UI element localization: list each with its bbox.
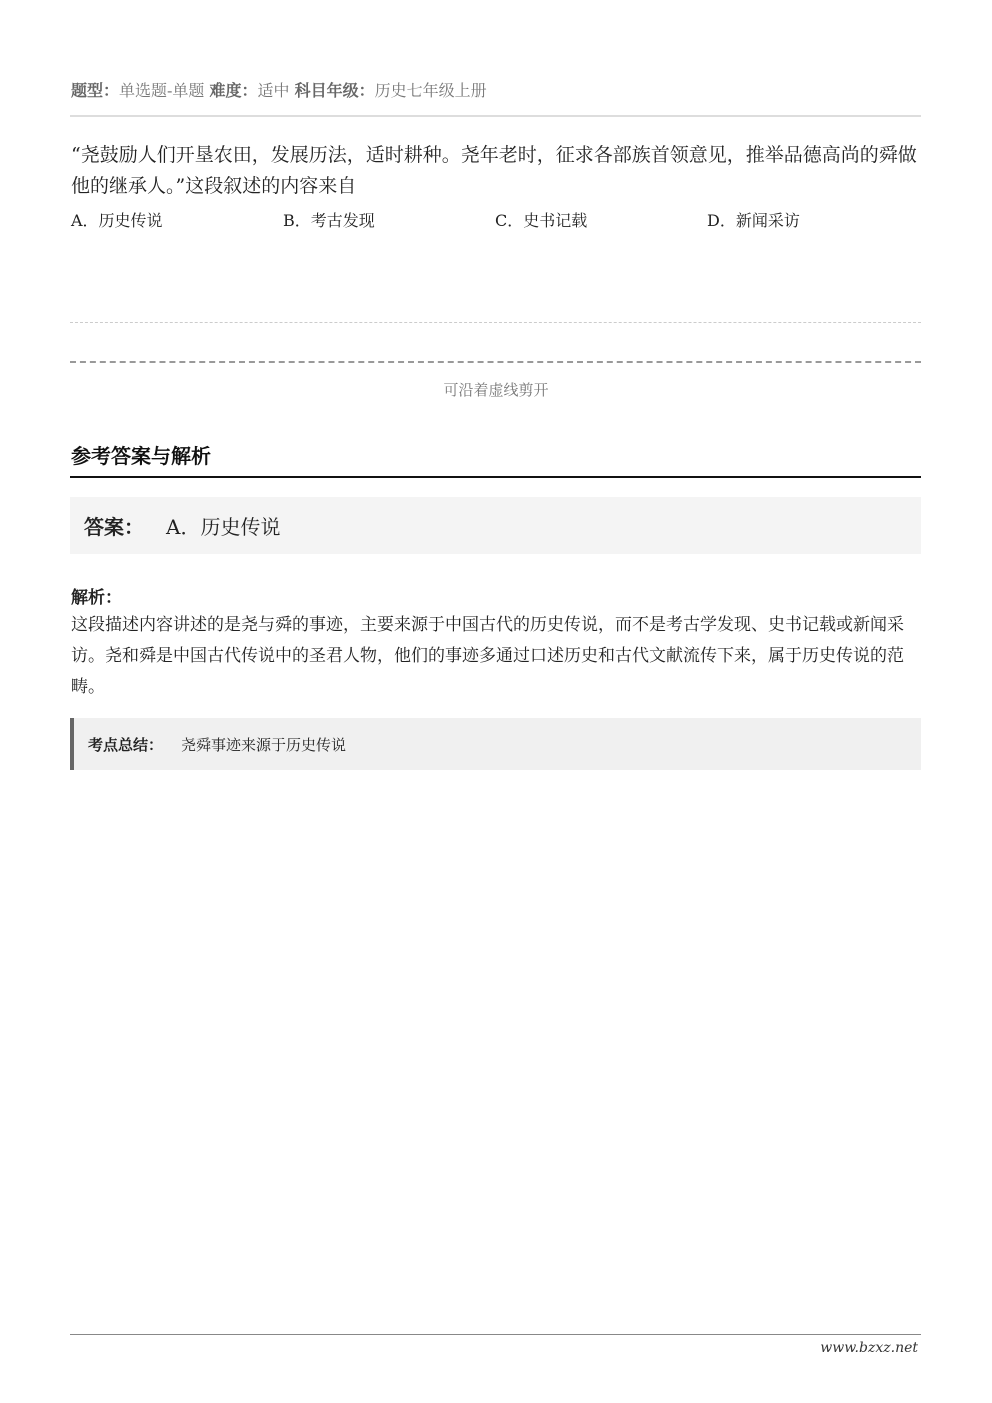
answer-value: A．历史传说: [166, 515, 281, 539]
analysis-text: 这段描述内容讲述的是尧与舜的事迹，主要来源于中国古代的历史传说，而不是考古学发现、史书记载或新闻采访。尧和舜是中国古代传说中的圣君人物，他们的事迹多通过口述历史和古代文献流传下来，属于历史传说的范畴。: [71, 615, 904, 697]
options: [71, 208, 921, 231]
option-a[interactable]: A．历史传说: [71, 211, 163, 230]
cut-hint: 可沿着虚线剪开: [443, 381, 549, 399]
answer-label: 答案：: [84, 515, 144, 539]
difficulty-value: 适中: [257, 81, 290, 100]
answer-line: [70, 322, 921, 323]
difficulty-label: 难度：: [209, 81, 258, 100]
option-d[interactable]: D．新闻采访: [707, 211, 800, 230]
analysis-label: 解析：: [71, 588, 122, 608]
cut-line: [70, 361, 921, 363]
footer-divider: [70, 1334, 921, 1335]
footer-site: www.bzxz.net: [820, 1340, 918, 1356]
question-stem: “尧鼓励人们开垦农田，发展历法，适时耕种。尧年老时，征求各部族首领意见，推举品德高尚的舜做他的继承人。”这段叙述的内容来自: [71, 144, 917, 197]
key-point-box: [70, 718, 921, 770]
subject-value: 历史七年级上册: [374, 81, 487, 100]
divider: [70, 115, 921, 117]
key-point-label: 考点总结：: [88, 735, 164, 754]
subject-label: 科目年级：: [294, 81, 375, 100]
section-title: 参考答案与解析: [71, 444, 211, 468]
type-label: 题型：: [71, 81, 120, 100]
option-c[interactable]: C．史书记载: [495, 211, 588, 230]
question-meta: [71, 78, 487, 101]
answer-box: [70, 497, 921, 554]
type-value: 单选题-单题: [119, 81, 205, 100]
section-divider: [70, 476, 921, 478]
option-b[interactable]: B．考古发现: [283, 211, 375, 230]
key-point-text: 尧舜事迹来源于历史传说: [181, 735, 347, 754]
